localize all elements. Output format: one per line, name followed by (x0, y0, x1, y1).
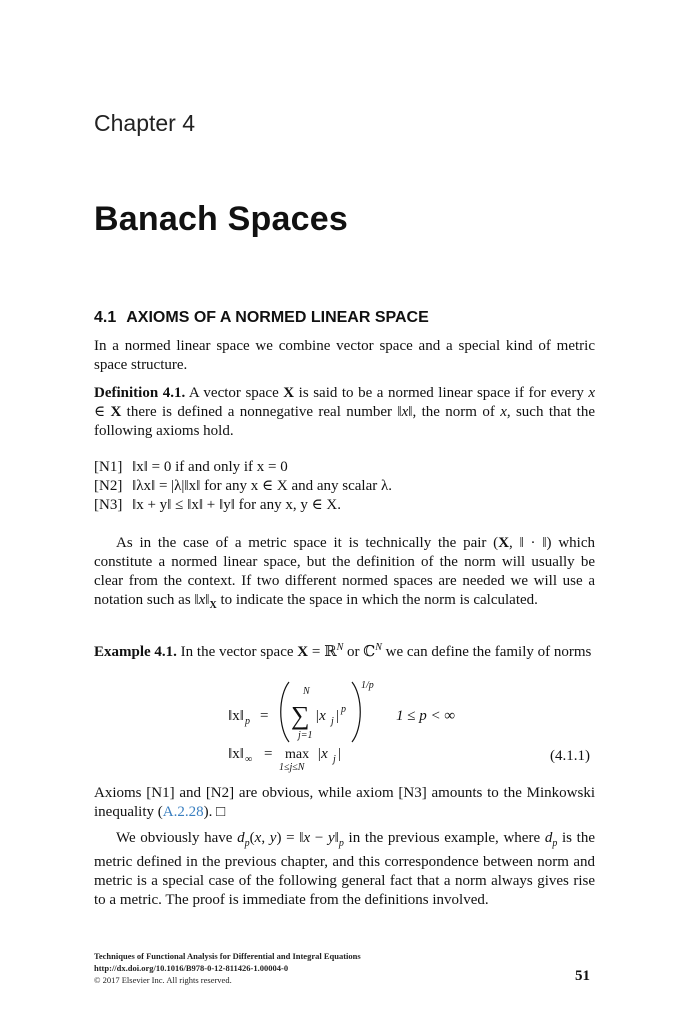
footer-doi-link[interactable]: http://dx.doi.org/10.1016/B978-0-12-811426-1.00004-0 (94, 963, 289, 973)
axiom-n3 (94, 496, 392, 515)
p-norm-equals: = (260, 708, 269, 724)
example-text-1: In the vector space (180, 644, 294, 660)
max-operator: max (285, 747, 310, 762)
definition-text-5: , such that the following axioms hold. (94, 404, 595, 439)
axiom-text: ‖x + y‖ ≤ ‖x‖ + ‖y‖ for any x, y ∈ X. (132, 497, 342, 513)
definition-text-4: , the norm of (412, 404, 495, 420)
sum-symbol: ∑ (291, 701, 310, 730)
axiom-n1 (94, 458, 392, 477)
section-number: 4.1 (94, 309, 117, 326)
equation-number: (4.1.1) (550, 748, 590, 764)
closing-text-1: We obviously have (116, 830, 233, 846)
sup-norm-rhs-sub: j (333, 754, 336, 765)
definition-text-2: is said to be a normed linear space if for every (298, 385, 584, 401)
footer (94, 950, 361, 986)
after-example-text-2: ). (203, 804, 213, 820)
sup-norm-equals: = (264, 746, 273, 762)
p-norm-equation (228, 676, 488, 744)
axiom-tag: [N2] (94, 478, 123, 494)
definition-text-1: A vector space (188, 385, 279, 401)
summand-power: p (341, 704, 346, 715)
example-label: Example 4.1. (94, 644, 177, 660)
sum-lower-limit: j=1 (298, 730, 313, 741)
definition-paragraph: Definition 4.1. A vector space X is said to be a normed linear space if for every x ∈ X there is defined a nonnegative real number ‖x‖, the norm of x, such that the following axioms hold. (94, 385, 596, 439)
intro-paragraph: In a normed linear space we combine vector space and a special kind of metric space structure. (94, 338, 595, 373)
summand-sub: j (331, 716, 334, 727)
section-heading (94, 309, 429, 327)
example-text-2: or (346, 644, 360, 660)
summand-bar: | (336, 708, 340, 724)
closing-text-3: is the metric defined in the previous chapter, and this correspondence between norm and metric is a special case of the following general fact that a norm always gives rise to a metric. The proof is immediate from the definitions involved. (94, 830, 596, 908)
sup-norm-rhs-bar: | (338, 746, 342, 762)
axiom-n2 (94, 477, 392, 496)
chapter-title: Banach Spaces (94, 200, 348, 238)
sum-upper-limit: N (303, 686, 310, 697)
axioms-remark-paragraph (94, 784, 595, 822)
right-paren (352, 682, 360, 742)
closing-text-2: in the previous example, where (348, 830, 541, 846)
max-range: 1≤j≤N (279, 762, 305, 773)
left-paren (281, 682, 289, 742)
axiom-tag: [N1] (94, 459, 123, 475)
outer-power: 1/p (361, 680, 374, 691)
example-paragraph: Example 4.1. In the vector space X = ℝ$^N$ or ℂ$^N$ we can define the family of norms (94, 642, 592, 660)
definition-text-3: there is defined a nonnegative real number (126, 404, 393, 420)
axiom-text: ‖x‖ = 0 if and only if x = 0 (132, 459, 288, 475)
closing-paragraph: We obviously have $d_p(x$, y) = ‖x − $y‖_p$ in the previous example, where $d_p$ is the metric defined in the previous chapter, and this correspondence between norm and metric is a special case of the following general fact that a norm always gives rise to a metric. The proof is immediate from the definitions involved. (94, 830, 596, 908)
remark-paragraph: As in the case of a metric space it is technically the pair (X, ‖ · ‖) which constitute a normed linear space, but the definition of the norm will usually be clear from the context. If two different normed spaces are needed we will use a notation such as $‖x‖_X$ to indicate the space in which the norm is calculated. (94, 535, 595, 611)
after-example-text-1: Axioms [N1] and [N2] are obvious, while axiom [N3] amounts to the Minkowski inequality ( (94, 785, 595, 820)
footer-book-title: Techniques of Functional Analysis for Differential and Integral Equations (94, 951, 361, 961)
axiom-list (94, 458, 392, 515)
footer-copyright: © 2017 Elsevier Inc. All rights reserved. (94, 975, 232, 985)
axiom-tag: [N3] (94, 497, 123, 513)
sup-norm-lhs: ‖x‖ (228, 746, 244, 762)
sup-norm-equation (228, 746, 598, 776)
p-range-condition: 1 ≤ p < ∞ (396, 708, 456, 724)
section-title: AXIOMS OF A NORMED LINEAR SPACE (126, 309, 429, 326)
sup-norm-lhs-sub: ∞ (245, 754, 253, 765)
p-norm-lhs: ‖x‖ (228, 708, 244, 724)
end-of-proof-icon: □ (216, 804, 226, 820)
axiom-text: ‖λx‖ = |λ|‖x‖ for any x ∈ X and any scalar λ. (132, 478, 393, 494)
remark-text-3: to indicate the space in which the norm is calculated. (220, 592, 538, 608)
example-text-3: we can define the family of norms (385, 644, 592, 660)
minkowski-reference-link[interactable]: A.2.28 (162, 804, 204, 820)
sup-norm-rhs: |x (317, 746, 328, 762)
definition-label: Definition 4.1. (94, 385, 186, 401)
chapter-label: Chapter 4 (94, 110, 196, 136)
p-norm-lhs-sub: p (245, 716, 250, 727)
page-number: 51 (575, 968, 590, 984)
summand: |x (315, 708, 326, 724)
remark-text-2: which constitute a normed linear space, but the definition of the norm will usually be clear from the context. If two different normed spaces are needed we will use a notation such as (94, 535, 595, 608)
remark-text-1: As in the case of a metric space it is technically the pair (116, 535, 487, 551)
